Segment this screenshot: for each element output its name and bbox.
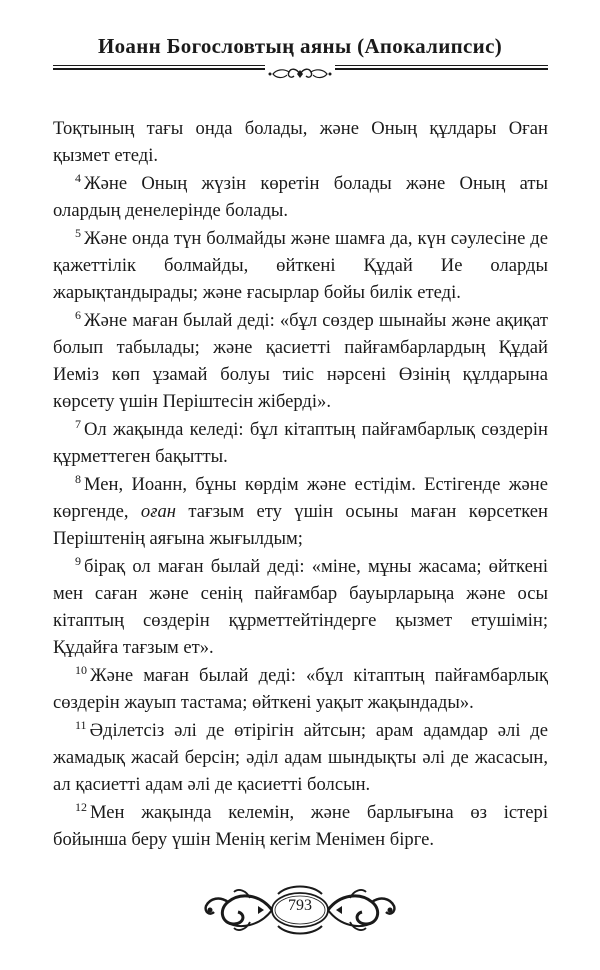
verse-number: 12 (75, 800, 87, 814)
verse-text: Және онда түн болмайды және шамға да, күн сәулесіне де қажеттілік болмайды, өйткені Құдай Ие оларды жарықтандырады; және ғасырлар бойы билік етеді. (53, 228, 548, 303)
verse-text-italic: оған (140, 501, 176, 522)
verse-number: 9 (75, 554, 81, 568)
verse-6 (53, 307, 548, 415)
verse-text: Және маған былай деді: «бұл кітаптың пайғамбарлық сөздерін жауып тастама; өйткені уақыт жақындады». (53, 665, 548, 713)
verse-text: Және Оның жүзін көретін болады және Оның аты олардың денелерінде болады. (53, 173, 548, 221)
verse-number: 11 (75, 718, 87, 732)
verse-text: Ол жақында келеді: бұл кітаптың пайғамбарлық сөздерін құрметтеген бақытты. (53, 419, 548, 467)
running-header-title: Иоанн Богословтың аяны (Апокалипсис) (98, 34, 502, 58)
verse-text-part-b: тағзым ету үшін осыны маған көрсеткен Періштенің аяғына жығылдым; (53, 501, 548, 549)
verse-number: 8 (75, 472, 81, 486)
verse-text: бірақ ол маған былай деді: «міне, мұны жасама; өйткені мен саған және сенің пайғамбар бауырларыңа және осы кітаптың сөздерін құрметтейтіндерге қызмет етушімін; Құдайға тағзым ет». (53, 556, 548, 658)
verse-11 (53, 717, 548, 798)
verse-number: 5 (75, 226, 81, 240)
verse-text: Мен жақында келемін, және барлығына өз істері бойынша беру үшін Менің кегім Менімен бірге. (53, 802, 548, 850)
verse-number: 6 (75, 308, 81, 322)
verse-text: Және маған былай деді: «бұл сөздер шынайы және ақиқат болып табылады; және қасиетті пайғамбарлардың Құдай Иеміз көп ұзамай болуы тиіс нәрсені Өзінің құлдарына көрсету үшін Періштесін жіберді». (53, 310, 548, 412)
verse-7 (53, 416, 548, 470)
verse-10 (53, 662, 548, 716)
scripture-text (53, 115, 548, 854)
verse-9 (53, 553, 548, 661)
verse-5 (53, 225, 548, 306)
header-ornament-icon (265, 64, 335, 84)
verse-12 (53, 799, 548, 853)
verse-number: 7 (75, 417, 81, 431)
verse-text: Әділетсіз әлі де өтірігін айтсын; арам адамдар әлі де жамадық жасай берсін; әділ адам шындықты әлі де жасасын, ал қасиетті адам әлі де қасиетті болсын. (53, 720, 548, 795)
verse-number: 4 (75, 171, 81, 185)
verse-4 (53, 170, 548, 224)
verse-text-part-a: Мен, Иоанн, бұны көрдім және естідім. Естігенде және көргенде, (53, 474, 548, 522)
verse-number: 10 (75, 663, 87, 677)
page-number: 793 (288, 897, 312, 914)
verse-8 (53, 471, 548, 552)
continuation-paragraph: Тоқтының тағы онда болады, және Оның құлдары Оған қызмет етеді. (53, 118, 548, 166)
